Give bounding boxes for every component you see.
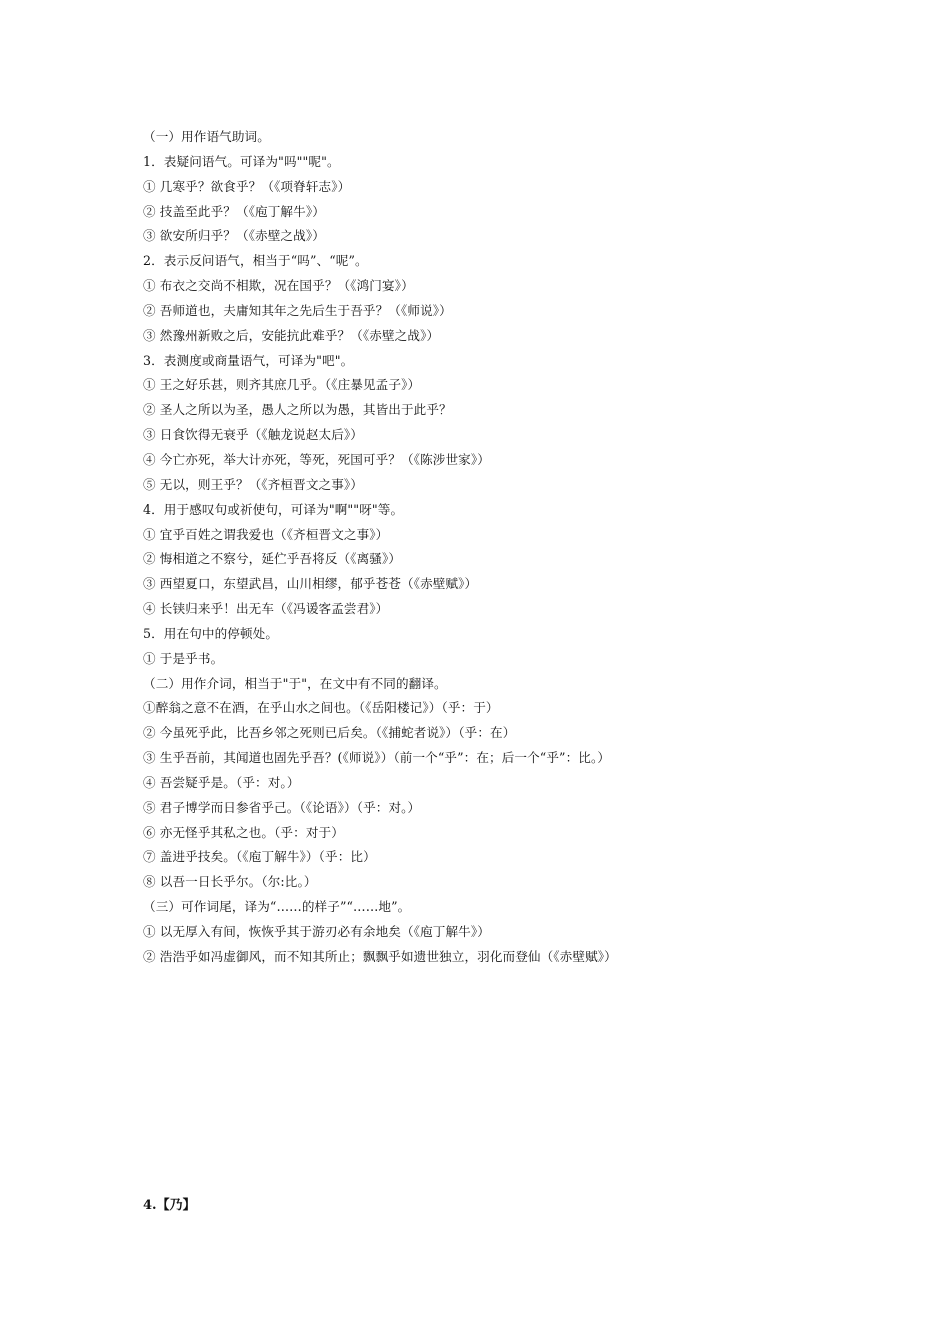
text-line: ①醉翁之意不在酒，在乎山水之间也。（《岳阳楼记》）（乎：于） (143, 700, 499, 716)
text-line: ⑤ 君子博学而日参省乎己。（《论语》）（乎：对。） (143, 799, 421, 815)
text-line: ② 浩浩乎如冯虚御风，而不知其所止；飘飘乎如遗世独立，羽化而登仙（《赤壁赋》） (143, 948, 617, 964)
text-line: ④ 今亡亦死，举大计亦死，等死，死国可乎？（《陈涉世家》） (143, 451, 490, 467)
text-line: ⑤ 无以，则王乎？（《齐桓晋文之事》） (143, 476, 363, 492)
text-line: ⑦ 盖进乎技矣。（《庖丁解牛》）（乎：比） (143, 849, 376, 865)
text-line: 4．用于感叹句或祈使句，可译为"啊""呀"等。 (143, 501, 404, 517)
text-line: ⑥ 亦无怪乎其私之也。（乎：对于） (143, 824, 344, 840)
text-line: ⑧ 以吾一日长乎尔。（尔:比。） (143, 874, 317, 890)
text-line: （一）用作语气助词。 (143, 129, 270, 144)
text-line: ② 悔相道之不察兮，延伫乎吾将反（《离骚》） (143, 551, 402, 567)
text-line: ② 今虽死乎此，比吾乡邻之死则已后矣。（《捕蛇者说》）（乎：在） (143, 725, 516, 741)
text-line: 3．表测度或商量语气，可译为"吧"。 (143, 352, 354, 368)
text-line: ① 宜乎百姓之谓我爱也（《齐桓晋文之事》） (143, 526, 389, 542)
text-line: 2．表示反问语气，相当于“吗”、“呢”。 (143, 253, 368, 269)
text-line: ③ 生乎吾前，其闻道也固先乎吾？(《师说》）（前一个“乎”：在；后一个“乎”：比。） (143, 750, 611, 766)
text-line: （二）用作介词，相当于"于"，在文中有不同的翻译。 (143, 675, 447, 691)
text-line: ③ 西望夏口，东望武昌，山川相缪，郁乎苍苍（《赤壁赋》） (143, 576, 478, 592)
text-line: ③ 日食饮得无衰乎（《触龙说赵太后》） (143, 427, 363, 443)
section-heading: 4.【乃】 (143, 1198, 196, 1213)
text-line: ③ 欲安所归乎？（《赤壁之战》） (143, 228, 325, 244)
text-line: （三）可作词尾，译为“……的样子”“……地”。 (143, 899, 411, 915)
text-line: ② 吾师道也，夫庸知其年之先后生于吾乎？（《师说》） (143, 302, 452, 318)
text-line: ④ 长铗归来乎！出无车（《冯谖客孟尝君》） (143, 601, 389, 617)
text-line: ② 圣人之所以为圣，愚人之所以为愚，其皆出于此乎？ (143, 402, 452, 418)
text-line: 1．表疑问语气。可译为"吗""呢"。 (143, 153, 340, 169)
document-body (143, 125, 923, 970)
text-line: ① 布衣之交尚不相欺，况在国乎？（《鸿门宴》） (143, 278, 414, 294)
text-line: ② 技盖至此乎？（《庖丁解牛》） (143, 203, 325, 219)
text-line: ③ 然豫州新败之后，安能抗此难乎？（《赤壁之战》） (143, 327, 440, 343)
text-line: ① 以无厚入有间，恢恢乎其于游刃必有余地矣（《庖丁解牛》） (143, 924, 490, 939)
text-line: 5．用在句中的停顿处。 (143, 625, 279, 641)
text-line: ① 王之好乐甚，则齐其庶几乎。（《庄暴见孟子》） (143, 377, 421, 393)
text-line: ④ 吾尝疑乎是。（乎：对。） (143, 774, 300, 790)
text-line: ① 于是乎书。 (143, 650, 224, 666)
text-line: ① 几寒乎？欲食乎？（《项脊轩志》） (143, 178, 351, 194)
